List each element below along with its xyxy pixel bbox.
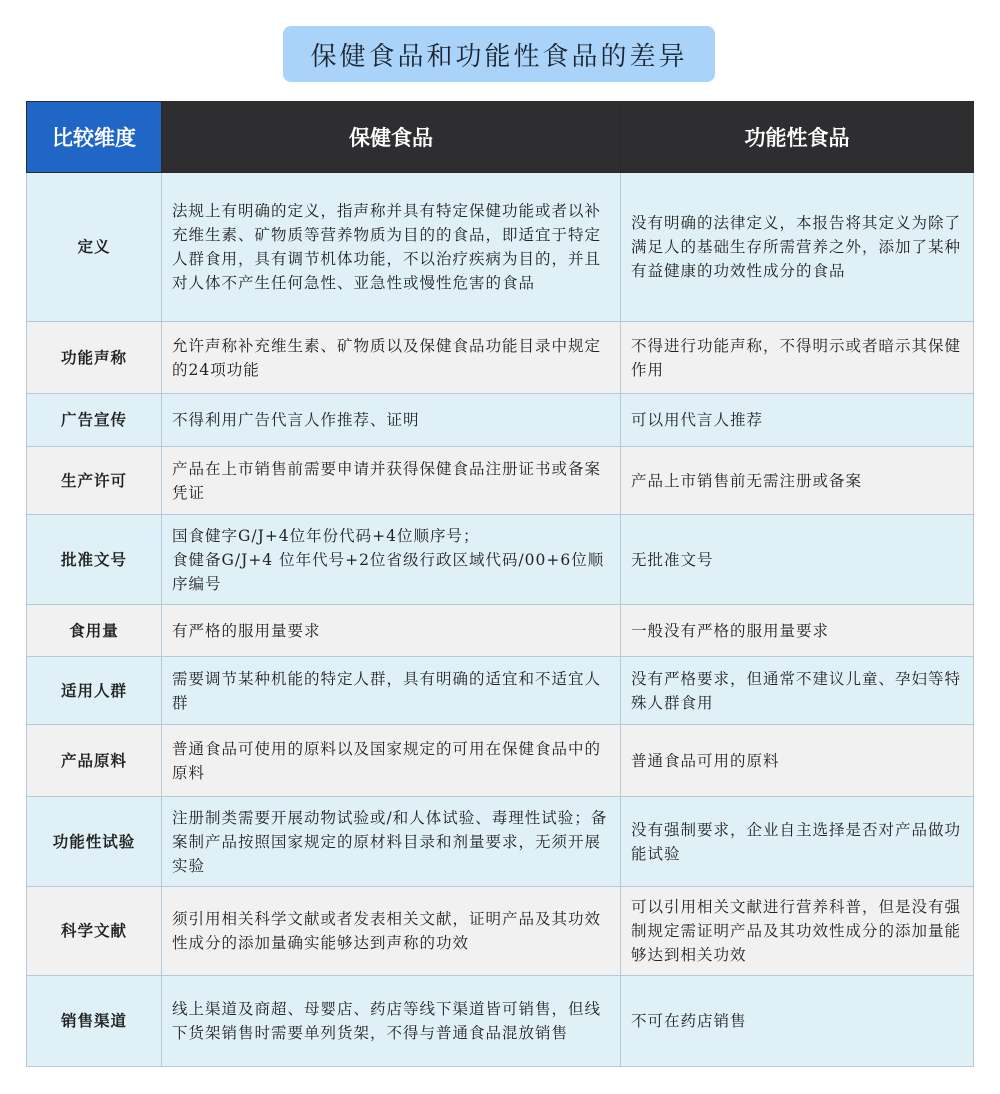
table-header-row: [27, 102, 974, 173]
functional-food-cell: 没有严格要求，但通常不建议儿童、孕妇等特殊人群食用: [621, 657, 974, 725]
functional-food-cell: 产品上市销售前无需注册或备案: [621, 447, 974, 515]
health-food-cell: 法规上有明确的定义，指声称并具有特定保健功能或者以补充维生素、矿物质等营养物质为目的的食品，即适宜于特定人群食用，具有调节机体功能，不以治疗疾病为目的，并且对人体不产生任何急性、亚急性或慢性危害的食品: [162, 173, 621, 322]
row-label-functional-test: 功能性试验: [27, 797, 162, 887]
header-health-food: 保健食品: [162, 102, 621, 173]
table-row: [27, 725, 974, 797]
functional-food-cell: 一般没有严格的服用量要求: [621, 605, 974, 657]
row-label-dosage: 食用量: [27, 605, 162, 657]
row-label-approval-number: 批准文号: [27, 515, 162, 605]
row-label-definition: 定义: [27, 173, 162, 322]
health-food-cell: 有严格的服用量要求: [162, 605, 621, 657]
header-functional-food: 功能性食品: [621, 102, 974, 173]
health-food-cell: 线上渠道及商超、母婴店、药店等线下渠道皆可销售，但线下货架销售时需要单列货架，不得与普通食品混放销售: [162, 976, 621, 1067]
health-food-cell: 产品在上市销售前需要申请并获得保健食品注册证书或备案凭证: [162, 447, 621, 515]
row-label-target-population: 适用人群: [27, 657, 162, 725]
table-row: [27, 657, 974, 725]
functional-food-cell: 可以引用相关文献进行营养科普，但是没有强制规定需证明产品及其功效性成分的添加量能够达到相关功效: [621, 887, 974, 976]
table-row: [27, 605, 974, 657]
health-food-cell: 不得利用广告代言人作推荐、证明: [162, 394, 621, 447]
functional-food-cell: 可以用代言人推荐: [621, 394, 974, 447]
row-label-function-claim: 功能声称: [27, 322, 162, 394]
functional-food-cell: 不得进行功能声称，不得明示或者暗示其保健作用: [621, 322, 974, 394]
health-food-cell: [162, 515, 621, 605]
table-row: [27, 976, 974, 1067]
comparison-table: [26, 101, 974, 1067]
row-label-raw-materials: 产品原料: [27, 725, 162, 797]
page-title: 保健食品和功能性食品的差异: [283, 26, 715, 82]
functional-food-cell: 普通食品可用的原料: [621, 725, 974, 797]
functional-food-cell: 没有明确的法律定义，本报告将其定义为除了满足人的基础生存所需营养之外，添加了某种有益健康的功效性成分的食品: [621, 173, 974, 322]
functional-food-cell: 没有强制要求，企业自主选择是否对产品做功能试验: [621, 797, 974, 887]
health-food-cell: 须引用相关科学文献或者发表相关文献，证明产品及其功效性成分的添加量确实能够达到声称的功效: [162, 887, 621, 976]
table-row: [27, 515, 974, 605]
functional-food-cell: 无批准文号: [621, 515, 974, 605]
health-food-cell: 需要调节某种机能的特定人群，具有明确的适宜和不适宜人群: [162, 657, 621, 725]
header-dimension: 比较维度: [27, 102, 162, 173]
health-food-cell: 允许声称补充维生素、矿物质以及保健食品功能目录中规定的24项功能: [162, 322, 621, 394]
table-row: [27, 887, 974, 976]
table-row: [27, 447, 974, 515]
row-label-production-license: 生产许可: [27, 447, 162, 515]
row-label-advertising: 广告宣传: [27, 394, 162, 447]
table-row: [27, 322, 974, 394]
approval-line-2: 食健备G/J+4 位年代号+2位省级行政区域代码/00+6位顺序编号: [172, 550, 605, 593]
row-label-scientific-literature: 科学文献: [27, 887, 162, 976]
approval-line-1: 国食健字G/J+4位年份代码+4位顺序号；: [172, 526, 480, 545]
row-label-sales-channels: 销售渠道: [27, 976, 162, 1067]
table-row: [27, 173, 974, 322]
table-row: [27, 797, 974, 887]
functional-food-cell: 不可在药店销售: [621, 976, 974, 1067]
health-food-cell: 普通食品可使用的原料以及国家规定的可用在保健食品中的原料: [162, 725, 621, 797]
table-row: [27, 394, 974, 447]
health-food-cell: 注册制类需要开展动物试验或/和人体试验、毒理性试验；备案制产品按照国家规定的原材料目录和剂量要求，无须开展实验: [162, 797, 621, 887]
